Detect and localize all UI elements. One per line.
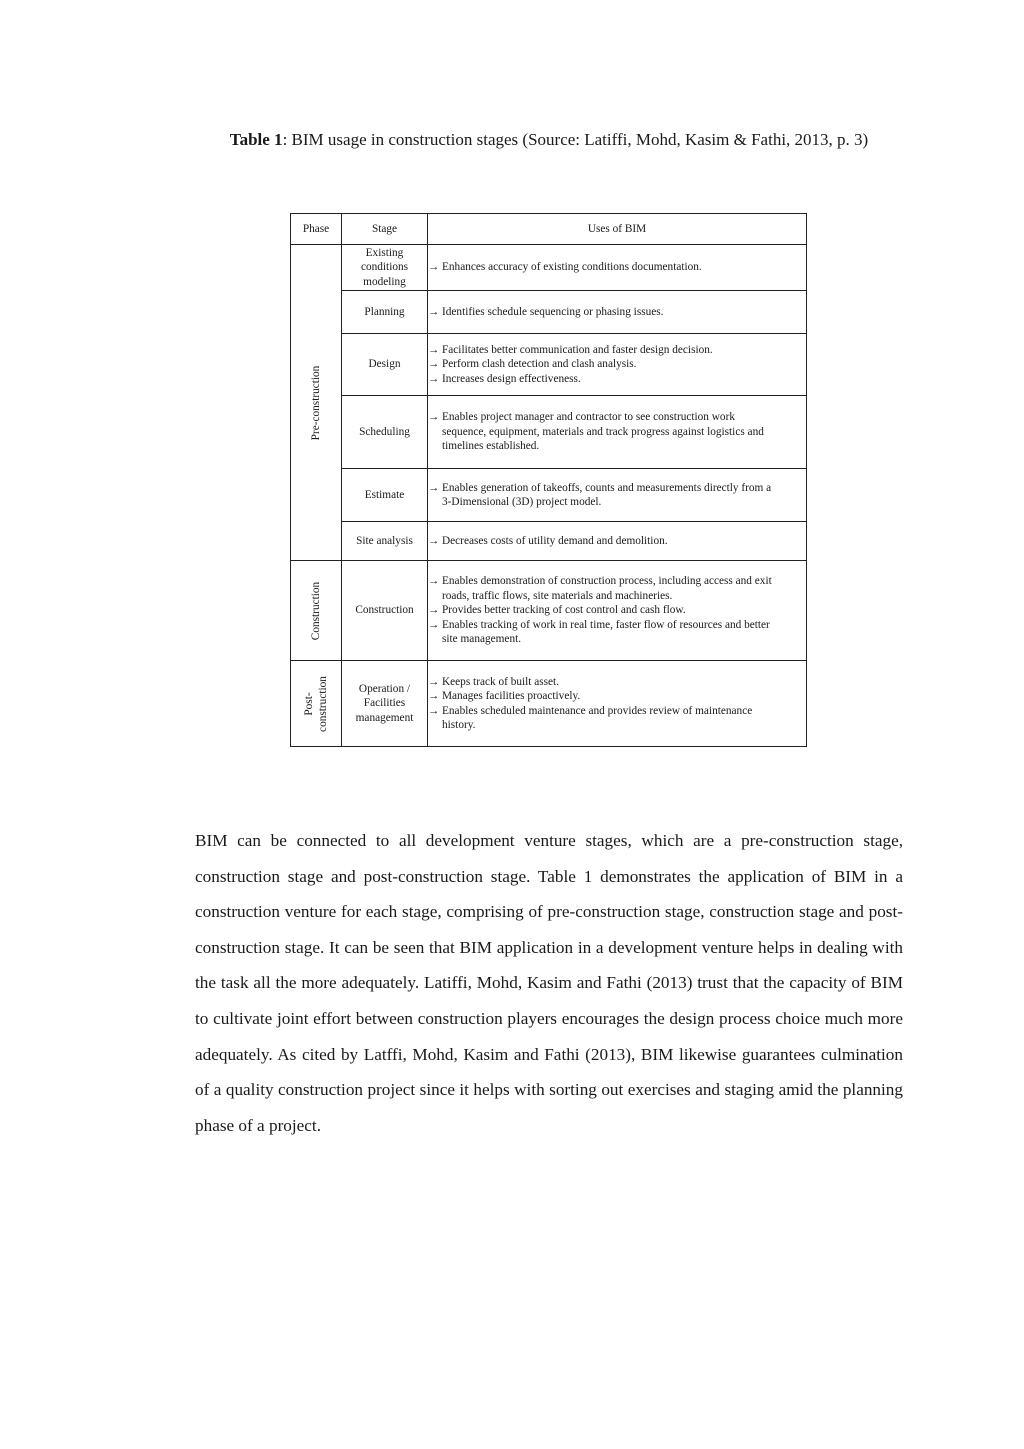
use-item xyxy=(428,372,806,387)
use-text: Enhances accuracy of existing conditions documentation. xyxy=(442,261,702,274)
use-text: roads, traffic flows, site materials and machineries. xyxy=(442,589,673,602)
stage-cell: Site analysis xyxy=(342,522,428,561)
stage-cell: Design xyxy=(342,334,428,396)
stage-cell: Construction xyxy=(342,561,428,661)
table-row xyxy=(291,245,807,291)
use-text: Keeps track of built asset. xyxy=(442,675,560,688)
use-item xyxy=(428,675,806,690)
phase-label: Construction xyxy=(310,581,322,640)
arrow-icon: → xyxy=(428,261,440,274)
use-text: Facilitates better communication and faster design decision. xyxy=(442,343,713,356)
uses-cell xyxy=(428,561,807,661)
use-text: sequence, equipment, materials and track progress against logistics and xyxy=(442,425,764,438)
use-text: history. xyxy=(442,719,476,731)
phase-cell xyxy=(291,561,342,661)
use-item xyxy=(428,603,806,618)
stage-cell: Scheduling xyxy=(342,396,428,469)
use-item xyxy=(428,618,806,633)
body-paragraph: BIM can be connected to all development venture stages, which are a pre-construction stage, construction stage and post-construction stage. Table 1 demonstrates the application of BIM in a construction venture for each stage, comprising of pre-construction stage, construction stage and post-construction stage. It can be seen that BIM application in a development venture helps in dealing with the task all the more adequately. Latiffi, Mohd, Kasim and Fathi (2013) trust that the capacity of BIM to cultivate joint effort between construction players encourages the design process choice much more adequately. As cited by Latffi, Mohd, Kasim and Fathi (2013), BIM likewise guarantees culmination of a quality construction project since it helps with sorting out exercises and staging amid the planning phase of a project. xyxy=(195,831,903,1135)
use-item xyxy=(428,305,806,320)
table-caption xyxy=(195,122,903,157)
phase-cell xyxy=(291,661,342,747)
use-text: Increases design effectiveness. xyxy=(442,372,581,385)
use-text: Manages facilities proactively. xyxy=(442,690,581,702)
table-header-row xyxy=(291,214,807,245)
use-item xyxy=(428,495,806,510)
uses-cell xyxy=(428,661,807,747)
use-text: Enables scheduled maintenance and provides review of maintenance xyxy=(442,704,753,717)
use-item xyxy=(428,425,806,440)
use-item xyxy=(428,689,806,704)
use-text: Enables tracking of work in real time, faster flow of resources and better xyxy=(442,618,770,631)
phase-label: Pre-construction xyxy=(310,365,322,440)
use-item xyxy=(428,439,806,454)
arrow-icon: → xyxy=(428,372,440,385)
arrow-icon: → xyxy=(428,704,440,717)
use-text: Provides better tracking of cost control and cash flow. xyxy=(442,604,686,617)
phase-cell xyxy=(291,245,342,561)
use-text: Enables demonstration of construction process, including access and exit xyxy=(442,575,772,588)
arrow-icon: → xyxy=(428,618,440,631)
header-uses: Uses of BIM xyxy=(428,214,807,245)
use-item xyxy=(428,343,806,358)
arrow-icon: → xyxy=(428,411,440,424)
arrow-icon: → xyxy=(428,575,440,588)
arrow-icon: → xyxy=(428,358,440,371)
use-item xyxy=(428,410,806,425)
uses-cell xyxy=(428,522,807,561)
use-text: timelines established. xyxy=(442,440,540,453)
arrow-icon: → xyxy=(428,604,440,617)
arrow-icon: → xyxy=(428,534,440,547)
arrow-icon: → xyxy=(428,343,440,356)
use-text: Enables project manager and contractor to see construction work xyxy=(442,411,735,424)
table-body xyxy=(291,245,807,747)
use-text: 3-Dimensional (3D) project model. xyxy=(442,496,602,508)
use-text: site management. xyxy=(442,633,522,646)
table-row xyxy=(291,522,807,561)
caption-text: : BIM usage in construction stages (Source: Latiffi, Mohd, Kasim & Fathi, 2013, p. 3) xyxy=(282,130,869,149)
uses-cell xyxy=(428,469,807,522)
header-phase: Phase xyxy=(291,214,342,245)
use-item xyxy=(428,534,806,549)
phase-label: Post-construction xyxy=(303,675,329,732)
caption-label: Table 1 xyxy=(229,130,283,149)
arrow-icon: → xyxy=(428,481,440,494)
arrow-icon: → xyxy=(428,675,440,688)
table-row xyxy=(291,469,807,522)
use-item xyxy=(428,704,806,719)
use-item xyxy=(428,574,806,589)
arrow-icon: → xyxy=(428,305,440,318)
use-item xyxy=(428,357,806,372)
use-item xyxy=(428,718,806,733)
table-row xyxy=(291,334,807,396)
arrow-icon: → xyxy=(428,690,440,702)
bim-usage-table xyxy=(290,213,807,747)
use-item xyxy=(428,481,806,496)
uses-cell xyxy=(428,334,807,396)
stage-cell: Operation / Facilities management xyxy=(342,661,428,747)
table-row xyxy=(291,661,807,747)
stage-cell: Existing conditions modeling xyxy=(342,245,428,291)
uses-cell xyxy=(428,291,807,334)
uses-cell xyxy=(428,396,807,469)
table-row xyxy=(291,291,807,334)
use-item xyxy=(428,632,806,647)
use-text: Identifies schedule sequencing or phasing issues. xyxy=(442,305,664,318)
use-item xyxy=(428,260,806,275)
table-row xyxy=(291,396,807,469)
use-text: Decreases costs of utility demand and demolition. xyxy=(442,534,668,547)
use-text: Perform clash detection and clash analysis. xyxy=(442,358,637,371)
header-stage: Stage xyxy=(342,214,428,245)
table-row xyxy=(291,561,807,661)
use-text: Enables generation of takeoffs, counts and measurements directly from a xyxy=(442,481,772,494)
stage-cell: Planning xyxy=(342,291,428,334)
uses-cell xyxy=(428,245,807,291)
use-item xyxy=(428,589,806,604)
stage-cell: Estimate xyxy=(342,469,428,522)
